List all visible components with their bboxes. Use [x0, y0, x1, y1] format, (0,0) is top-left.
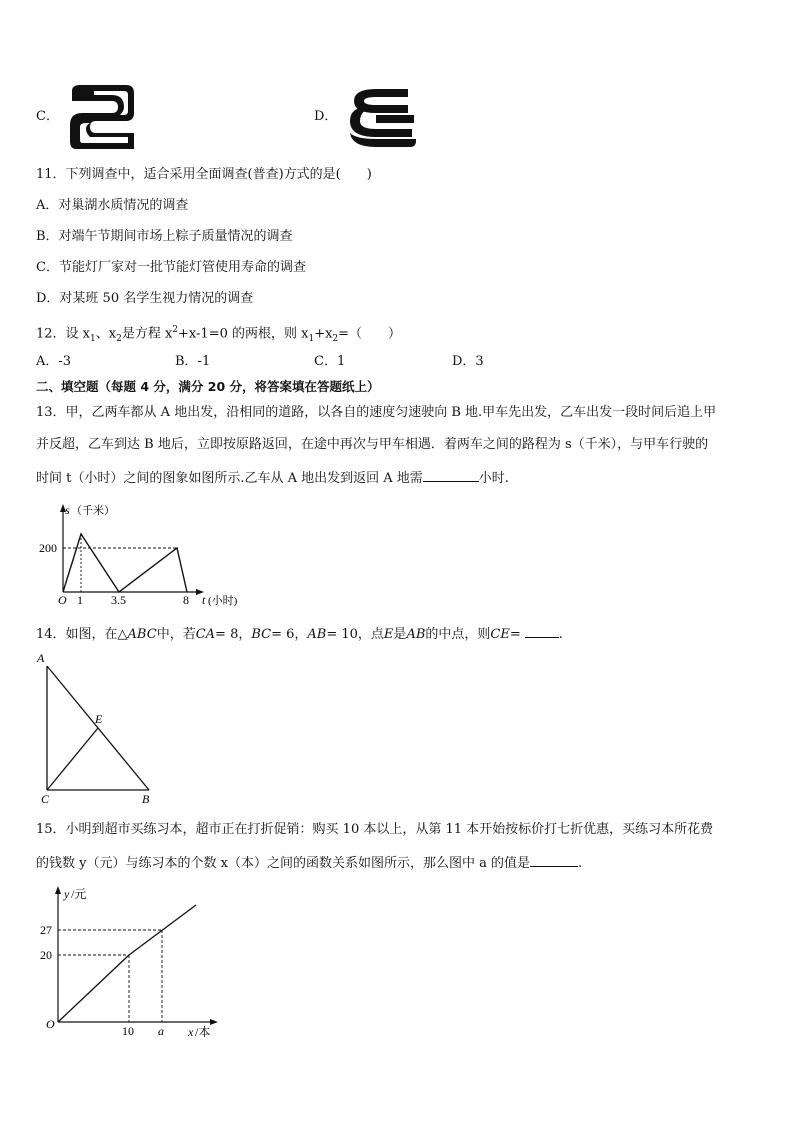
- q13-y-var: s: [65, 503, 70, 517]
- q13-line-2: 并反超，乙车到达 B 地后，立即按原路返回，在途中再次与甲车相遇．着两车之间的路程为 s（千米），与甲车行驶的: [36, 437, 709, 452]
- q12-option-d: D．3: [452, 354, 484, 369]
- q15-answer-blank: [530, 852, 578, 867]
- q14-label-b: B: [142, 792, 150, 806]
- section-heading: 二、填空题（每题 4 分，满分 20 分，将答案填在答题纸上）: [36, 379, 380, 394]
- q15-x-var: x: [188, 1025, 194, 1039]
- q13-origin: O: [58, 593, 67, 607]
- q13-graph-line: [63, 534, 187, 592]
- q12-option-b: B．-1: [175, 354, 211, 369]
- q15-x-unit: /本: [195, 1025, 211, 1039]
- q15-x-tick-a: a: [158, 1024, 164, 1038]
- q15-price-quantity-graph: [36, 880, 236, 1040]
- q15-y-var: y: [64, 887, 70, 901]
- q14-label-c: C: [41, 792, 50, 806]
- q15-line-2: 的钱数 y（元）与练习本的个数 x（本）之间的函数关系如图所示，那么图中 a 的值是 .: [36, 852, 582, 873]
- q15-y-tick-20: 20: [40, 948, 52, 962]
- q14-label-a: A: [37, 651, 45, 665]
- q13-answer-blank: [423, 467, 479, 482]
- q11-option-a: A．对巢湖水质情况的调查: [36, 198, 189, 213]
- q14-label-e: E: [95, 712, 103, 726]
- q15-y-unit: /元: [71, 887, 87, 901]
- q12-option-c: C．1: [314, 354, 346, 369]
- q14-answer-blank: [525, 623, 559, 638]
- q14-triangle-figure: [34, 650, 164, 810]
- q12-option-a: A．-3: [36, 354, 72, 369]
- q13-x-var: t: [202, 593, 206, 607]
- q15-x-tick-10: 10: [122, 1024, 134, 1038]
- q12-stem: 12．设 $x_1$、$x_2$是方程 $x^2+x-1=0$ 的两根，则 $x_1+x_2=$（ ）: [36, 325, 402, 344]
- q13-y-unit: （千米）: [71, 505, 115, 517]
- q13-x-unit: (小时): [208, 595, 238, 607]
- q13-y-tick-200: 200: [39, 541, 57, 555]
- q11-stem: 11．下列调查中，适合采用全面调查(普查)方式的是( ): [36, 167, 372, 182]
- q15-line-1: 15．小明到超市买练习本，超市正在打折促销：购买 10 本以上，从第 11 本开始按标价打七折优惠，买练习本所花费: [36, 822, 714, 837]
- q15-graph-line: [58, 905, 196, 1022]
- stacked-layers-icon: [346, 85, 418, 153]
- q14-stem: 14．如图，在△ABC中，若CA= 8，BC= 6，AB= 10，点E是AB的中点，则CE= .: [36, 623, 563, 644]
- q15-origin: O: [46, 1017, 55, 1031]
- q10-option-c-label: C．: [36, 109, 59, 124]
- q14-segment-ce: [47, 728, 98, 790]
- q13-x-tick-3-5: 3.5: [111, 593, 126, 607]
- interlocking-pattern-icon: [68, 83, 138, 151]
- q11-option-c: C．节能灯厂家对一批节能灯管使用寿命的调查: [36, 260, 306, 275]
- q10-option-d-label: D．: [314, 109, 338, 124]
- q13-x-tick-1: 1: [77, 593, 83, 607]
- q13-line-1: 13．甲，乙两车都从 A 地出发，沿相同的道路，以各自的速度匀速驶向 B 地.甲车先出发，乙车出发一段时间后追上甲: [36, 405, 717, 420]
- q11-option-d: D．对某班 50 名学生视力情况的调查: [36, 291, 254, 306]
- q13-x-tick-8: 8: [183, 593, 189, 607]
- q13-distance-time-graph: [36, 500, 256, 610]
- q11-option-b: B．对端午节期间市场上粽子质量情况的调查: [36, 229, 293, 244]
- q15-y-tick-27: 27: [40, 923, 52, 937]
- q13-line-3: 时间 t（小时）之间的图象如图所示.乙车从 A 地出发到返回 A 地需 小时.: [36, 467, 509, 488]
